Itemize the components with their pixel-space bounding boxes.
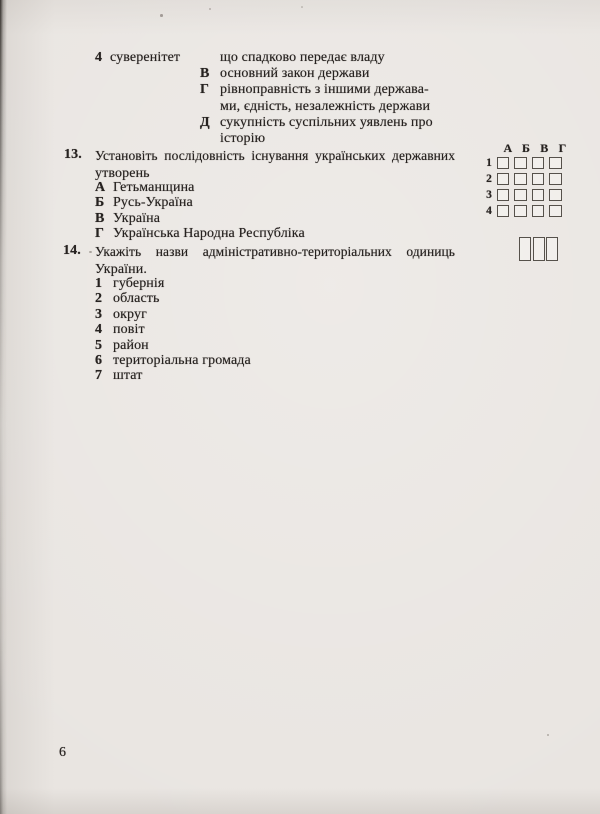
option-text: Русь-Україна <box>113 195 193 211</box>
answer-checkbox <box>514 173 526 185</box>
dust-speck <box>301 6 303 8</box>
q4-option-line <box>200 82 470 98</box>
q4-item-number: 4 <box>95 50 103 65</box>
answer-grid-row <box>484 155 570 171</box>
option-number: 4 <box>95 322 103 338</box>
q13-options <box>95 180 305 241</box>
answer-grid-row <box>484 171 570 187</box>
grid-row-label: 2 <box>486 173 492 186</box>
q4-option-line <box>200 50 470 66</box>
grid-row-label: 1 <box>486 157 492 170</box>
q13-option <box>95 226 305 241</box>
option-letter: В <box>200 66 210 82</box>
q14-prompt-line1: Укажіть назви адміністративно-територіальних одиниць <box>95 244 455 259</box>
q14-option <box>95 276 251 291</box>
spine-shadow <box>0 0 7 814</box>
option-text: Українська Народна Республіка <box>113 225 305 241</box>
q13-answer-grid <box>484 141 570 219</box>
dust-speck <box>547 734 549 736</box>
option-text: губернія <box>113 276 165 291</box>
q14-option <box>95 307 251 322</box>
grid-row-label: 4 <box>486 205 492 218</box>
answer-checkbox <box>532 189 544 201</box>
answer-checkbox <box>532 173 544 185</box>
option-number: 5 <box>95 337 103 353</box>
q13-prompt <box>95 147 455 182</box>
q13-number: 13. <box>64 147 82 162</box>
answer-checkbox <box>549 157 561 169</box>
q4-options-column <box>200 50 470 147</box>
answer-checkbox <box>532 157 544 169</box>
q14-option <box>95 291 251 306</box>
answer-checkbox <box>514 205 526 217</box>
answer-checkbox <box>514 157 526 169</box>
option-letter: Г <box>95 225 105 241</box>
grid-column-label: А <box>503 141 513 155</box>
option-text: округ <box>113 306 147 322</box>
option-number: 6 <box>95 353 103 369</box>
option-number: 7 <box>95 368 103 384</box>
answer-checkbox <box>497 157 509 169</box>
grid-column-label: Г <box>558 141 567 155</box>
q14-option <box>95 368 251 383</box>
option-letter: Д <box>200 114 210 130</box>
answer-box <box>546 237 558 261</box>
q14-number: 14. <box>63 243 81 258</box>
dust-speck <box>160 14 163 17</box>
option-text: територіальна громада <box>113 353 251 369</box>
answer-grid-header <box>497 141 570 155</box>
answer-grid-row <box>484 187 570 203</box>
option-text: повіт <box>113 322 145 338</box>
answer-checkbox <box>497 173 509 185</box>
dust-speck <box>89 251 92 253</box>
answer-checkbox <box>549 173 561 185</box>
option-text: основний закон держави <box>220 66 370 82</box>
answer-checkbox <box>549 205 561 217</box>
q13-prompt-line1: Установіть послідовність існування українських державних <box>95 148 455 163</box>
q14-prompt <box>95 243 455 278</box>
q4-item-label: суверенітет <box>110 50 181 65</box>
q13-prompt-line2: утворень <box>95 165 150 181</box>
q4-match-item <box>95 50 180 66</box>
answer-checkbox <box>497 205 509 217</box>
option-text: штат <box>113 368 143 384</box>
option-number: 3 <box>95 306 103 322</box>
q14-option <box>95 338 251 353</box>
option-text: Гетьманщина <box>113 180 195 195</box>
option-letter: Г <box>200 82 210 98</box>
grid-row-label: 3 <box>486 189 492 202</box>
option-text: сукупність суспільних уявлень про <box>220 114 433 130</box>
option-letter: В <box>95 210 105 226</box>
q13-option <box>95 211 305 226</box>
answer-checkbox <box>497 189 509 201</box>
q14-option <box>95 353 251 368</box>
option-number: 2 <box>95 291 103 307</box>
answer-checkbox <box>514 189 526 201</box>
q4-option-line <box>200 99 470 115</box>
q14-option <box>95 322 251 337</box>
option-text: ми, єдність, незалежність держави <box>220 98 431 114</box>
option-text: історію <box>220 131 266 147</box>
option-letter: Б <box>95 195 105 211</box>
option-text: район <box>113 337 149 353</box>
option-text: область <box>113 291 160 307</box>
option-text: що спадково передає владу <box>220 50 385 65</box>
option-text: Україна <box>113 210 161 226</box>
q13-option <box>95 195 305 210</box>
option-number: 1 <box>95 276 103 291</box>
page-number: 6 <box>59 745 67 760</box>
q13-option <box>95 180 305 195</box>
dust-speck <box>209 8 211 10</box>
answer-box <box>519 237 531 261</box>
option-letter: А <box>95 180 106 195</box>
answer-grid-row <box>484 203 570 219</box>
answer-box <box>533 237 545 261</box>
q4-option-line <box>200 131 470 147</box>
q14-answer-boxes <box>519 237 560 261</box>
answer-checkbox <box>549 189 561 201</box>
q14-prompt-line2: України. <box>95 261 148 277</box>
answer-checkbox <box>532 205 544 217</box>
q4-option-line <box>200 66 470 82</box>
q4-option-line <box>200 115 470 131</box>
option-text: рівноправність з іншими держава- <box>220 82 429 98</box>
q14-options <box>95 276 251 384</box>
grid-column-label: Б <box>522 141 531 155</box>
grid-column-label: В <box>540 141 549 155</box>
